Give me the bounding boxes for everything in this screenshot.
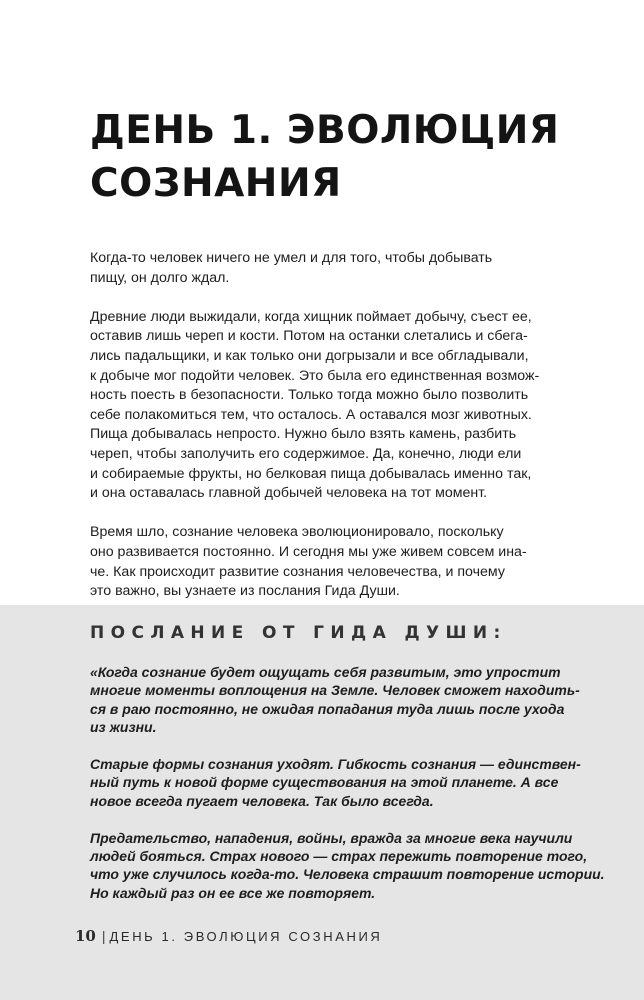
text-line: себе полакомиться тем, что осталось. А оставался мозг животных. — [90, 406, 532, 423]
text-line: ся в раю постоянно, не ожидая попадания туда лишь после ухода — [90, 700, 565, 717]
footer-separator: | — [101, 928, 106, 944]
page-number: 10 — [75, 927, 96, 945]
text-line: новое всегда пугает человека. Так было всегда. — [90, 792, 434, 809]
text-line: это важно, вы узнаете из послания Гида Души. — [90, 583, 400, 600]
text-line: пищу, он долго ждал. — [90, 269, 230, 286]
text-line: «Когда сознание будет ощущать себя развитым, это упростит — [90, 664, 561, 680]
text-line: к добыче мог подойти человек. Это была его единственная возмож- — [90, 367, 540, 384]
chapter-title — [90, 104, 610, 210]
text-line: людей бояться. Страх нового — страх пережить повторение того, — [90, 848, 588, 865]
body-paragraph — [90, 308, 560, 504]
text-line: оставив лишь череп и кости. Потом на останки слетались и сбега- — [90, 328, 528, 345]
text-line: многие моменты воплощения на Земле. Человек сможет находить- — [90, 682, 580, 699]
body-paragraph — [90, 249, 560, 288]
text-line: оно развивается постоянно. И сегодня мы уже живем совсем ина- — [90, 543, 527, 560]
soul-guide-message-block — [0, 605, 644, 1000]
text-line: ность поесть в безопасности. Только тогда можно было позволить — [90, 387, 529, 404]
body-text — [90, 249, 560, 621]
body-paragraph — [90, 523, 560, 601]
running-header: ДЕНЬ 1. ЭВОЛЮЦИЯ СОЗНАНИЯ — [109, 929, 383, 944]
chapter-title-line: ДЕНЬ 1. ЭВОЛЮЦИЯ — [90, 108, 560, 153]
text-line: череп, чтобы заполучить его содержимое. Да, конечно, люди ели — [90, 445, 522, 462]
text-line: Когда-то человек ничего не умел и для того, чтобы добывать — [90, 250, 493, 266]
text-line: Старые формы сознания уходят. Гибкость сознания — единствен- — [90, 756, 581, 773]
text-line: лись падальщики, и как только они догрызали и все обгладывали, — [90, 347, 529, 364]
chapter-title-line: СОЗНАНИЯ — [90, 161, 342, 206]
page-footer — [75, 927, 382, 946]
text-line: Пища добывалась непросто. Нужно было взять камень, разбить — [90, 426, 517, 443]
text-line: Предательство, нападения, войны, вражда за многие века научили — [90, 829, 573, 846]
text-line: че. Как происходит развитие сознания человечества, и почему — [90, 563, 505, 580]
text-line: и она оставалась главной добычей человека на тот момент. — [90, 485, 488, 502]
text-line: что уже случилось когда-то. Человека страшит повторение истории. — [90, 866, 605, 883]
message-paragraph — [90, 829, 605, 903]
text-line: Время шло, сознание человека эволюционировало, поскольку — [90, 524, 504, 541]
text-line: Но каждый раз он ее все же повторяет. — [90, 884, 376, 901]
message-paragraph — [90, 755, 581, 810]
text-line: ный путь к новой форме существования на этой планете. А все — [90, 774, 559, 791]
message-paragraph — [90, 663, 580, 737]
message-heading: ПОСЛАНИЕ ОТ ГИДА ДУШИ: — [90, 623, 507, 643]
text-line: Древние люди выжидали, когда хищник поймает добычу, съест ее, — [90, 308, 532, 325]
text-line: и собираемые фрукты, но белковая пища добывалась именно так, — [90, 465, 532, 482]
text-line: из жизни. — [90, 719, 157, 736]
message-text — [90, 663, 605, 921]
